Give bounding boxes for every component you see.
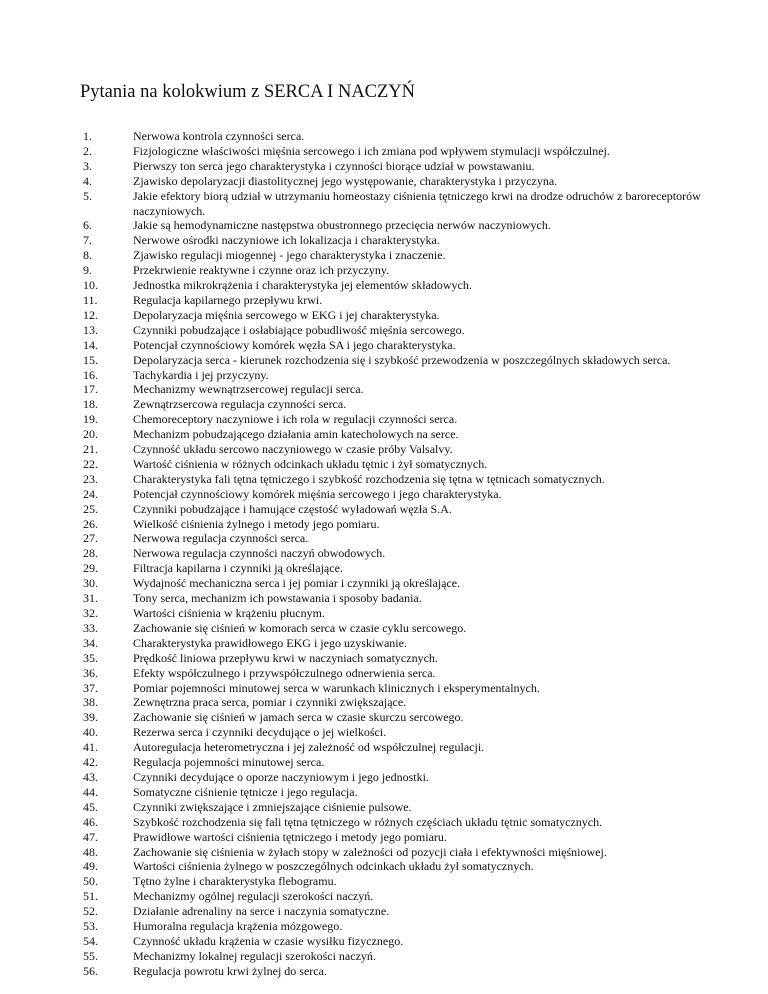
question-item [83, 770, 723, 785]
question-item [83, 129, 723, 144]
question-item [83, 338, 723, 353]
question-item [83, 695, 723, 710]
question-text: Autoregulacja heterometryczna i jej zależność od współczulnej regulacji. [133, 740, 485, 755]
question-item [83, 845, 723, 860]
question-item [83, 561, 723, 576]
question-text: Nerwowa kontrola czynności serca. [133, 129, 305, 143]
question-text: Wydajność mechaniczna serca i jej pomiar i czynniki ją określające. [133, 576, 461, 591]
question-item [83, 293, 723, 308]
question-number: 30. [83, 576, 98, 591]
question-text: Rezerwa serca i czynniki decydujące o jej wielkości. [133, 725, 387, 740]
question-number: 4. [83, 173, 92, 188]
question-text: Czynniki zwiększające i zmniejszające ciśnienie pulsowe. [133, 799, 412, 814]
question-text: Efekty współczulnego i przywspółczulnego odnerwienia serca. [133, 665, 436, 680]
question-text: Zjawisko depolaryzacji diastolitycznej jego występowanie, charakterystyka i przyczyna. [133, 173, 558, 188]
question-text: Zachowanie się ciśnień w komorach serca w czasie cyklu sercowego. [133, 620, 467, 635]
question-text: Wartości ciśnienia żylnego w poszczególnych odcinkach układu żył somatycznych. [133, 859, 534, 874]
question-item [83, 606, 723, 621]
question-number: 7. [83, 233, 92, 248]
question-number: 42. [83, 755, 98, 770]
question-item [83, 144, 723, 159]
question-item [83, 546, 723, 561]
question-number: 15. [83, 352, 98, 367]
question-number: 33. [83, 620, 98, 635]
question-item [83, 427, 723, 442]
question-text: Tony serca, mechanizm ich powstawania i sposoby badania. [133, 591, 422, 606]
question-number: 51. [83, 889, 98, 904]
question-item [83, 800, 723, 815]
question-number: 18. [83, 397, 98, 412]
question-number: 46. [83, 814, 98, 829]
question-text: Somatyczne ciśnienie tętnicze i jego regulacja. [133, 784, 358, 799]
question-item [83, 830, 723, 845]
question-text: Czynność układu sercowo naczyniowego w czasie próby Valsalvy. [133, 442, 453, 457]
question-number: 6. [83, 218, 92, 233]
question-item [83, 442, 723, 457]
question-text: Charakterystyka fali tętna tętniczego i szybkość rozchodzenia się tętna w tętnicach somatycznych. [133, 471, 605, 486]
question-number: 55. [83, 948, 98, 963]
question-item [83, 874, 723, 889]
question-item [83, 189, 723, 219]
question-text: Działanie adrenaliny na serce i naczynia somatyczne. [133, 904, 390, 919]
question-item [83, 576, 723, 591]
question-number: 3. [83, 158, 92, 173]
question-number: 10. [83, 278, 98, 293]
question-text: Jakie efektory biorą udział w utrzymaniu homeostazy ciśnienia tętniczego krwi na drodze odruchów z baroreceptorów naczyniowych. [133, 188, 701, 218]
question-number: 48. [83, 844, 98, 859]
question-item [83, 710, 723, 725]
question-number: 23. [83, 471, 98, 486]
question-item [83, 487, 723, 502]
question-text: Wielkość ciśnienia żylnego i metody jego pomiaru. [133, 516, 380, 531]
question-text: Filtracja kapilarna i czynniki ją określające. [133, 561, 343, 576]
question-number: 12. [83, 307, 98, 322]
question-text: Czynniki pobudzające i osłabiające pobudliwość mięśnia sercowego. [133, 322, 465, 337]
question-number: 17. [83, 382, 98, 397]
question-item [83, 919, 723, 934]
question-text: Charakterystyka prawidłowego EKG i jego uzyskiwanie. [133, 635, 407, 650]
question-number: 29. [83, 561, 98, 576]
question-item [83, 233, 723, 248]
question-number: 26. [83, 516, 98, 531]
question-text: Zewnętrzna praca serca, pomiar i czynniki zwiększające. [133, 695, 407, 710]
question-text: Jakie są hemodynamiczne następstwa obustronnego przecięcia nerwów naczyniowych. [133, 218, 551, 233]
question-number: 34. [83, 635, 98, 650]
question-item [83, 949, 723, 964]
question-item [83, 502, 723, 517]
question-item [83, 904, 723, 919]
question-text: Prędkość liniowa przepływu krwi w naczyniach somatycznych. [133, 650, 438, 665]
question-text: Prawidłowe wartości ciśnienia tętniczego i metody jego pomiaru. [133, 829, 447, 844]
question-number: 13. [83, 322, 98, 337]
question-text: Mechanizm pobudzającego działania amin katecholowych na serce. [133, 427, 459, 442]
question-item [83, 755, 723, 770]
question-number: 8. [83, 248, 92, 263]
question-item [83, 964, 723, 979]
question-number: 27. [83, 531, 98, 546]
question-item [83, 323, 723, 338]
question-number: 41. [83, 740, 98, 755]
question-text: Nerwowe ośrodki naczyniowe ich lokalizacja i charakterystyka. [133, 233, 440, 248]
question-item [83, 725, 723, 740]
question-text: Zachowanie się ciśnień w jamach serca w czasie skurczu sercowego. [133, 710, 464, 725]
question-text: Fizjologiczne właściwości mięśnia sercowego i ich zmiana pod wpływem stymulacji współczulnej. [133, 143, 610, 158]
question-number: 39. [83, 710, 98, 725]
question-number: 35. [83, 650, 98, 665]
question-item [83, 263, 723, 278]
question-number: 16. [83, 367, 98, 382]
question-item [83, 353, 723, 368]
question-number: 32. [83, 606, 98, 620]
question-text: Wartość ciśnienia w różnych odcinkach układu tętnic i żył somatycznych. [133, 456, 488, 471]
question-item [83, 621, 723, 636]
document-title: Pytania na kolokwium z SERCA I NACZYŃ [80, 82, 416, 102]
question-number: 50. [83, 874, 98, 889]
question-number: 11. [83, 292, 98, 307]
question-number: 53. [83, 919, 98, 934]
question-item [83, 412, 723, 427]
question-text: Regulacja kapilarnego przepływu krwi. [133, 292, 323, 307]
question-number: 31. [83, 591, 98, 606]
question-number: 21. [83, 442, 98, 457]
question-item [83, 889, 723, 904]
question-number: 40. [83, 725, 98, 740]
question-number: 43. [83, 769, 98, 784]
question-item [83, 859, 723, 874]
question-text: Pierwszy ton serca jego charakterystyka i czynności biorące udział w powstawaniu. [133, 158, 535, 173]
question-text: Nerwowa regulacja czynności serca. [133, 531, 309, 546]
question-number: 5. [83, 188, 92, 203]
question-text: Zjawisko regulacji miogennej - jego charakterystyka i znaczenie. [133, 248, 446, 263]
question-item [83, 591, 723, 606]
question-text: Zewnątrzsercowa regulacja czynności serca. [133, 397, 347, 412]
question-number: 24. [83, 486, 98, 501]
question-number: 36. [83, 665, 98, 680]
question-text: Chemoreceptory naczyniowe i ich rola w regulacji czynności serca. [133, 412, 458, 427]
question-item [83, 785, 723, 800]
question-text: Czynniki pobudzające i hamujące częstość wyładowań węzła S.A. [133, 501, 452, 516]
question-number: 47. [83, 829, 98, 844]
question-text: Tętno żylne i charakterystyka flebogramu. [133, 874, 337, 889]
question-number: 25. [83, 501, 98, 516]
question-item [83, 740, 723, 755]
question-item [83, 681, 723, 696]
question-number: 14. [83, 337, 98, 352]
question-text: Tachykardia i jej przyczyny. [133, 367, 269, 382]
question-text: Czynniki decydujące o oporze naczyniowym i jego jednostki. [133, 769, 429, 784]
question-text: Nerwowa regulacja czynności naczyń obwodowych. [133, 546, 386, 561]
question-number: 52. [83, 904, 98, 919]
question-text: Pomiar pojemności minutowej serca w warunkach klinicznych i eksperymentalnych. [133, 680, 540, 695]
question-text: Regulacja powrotu krwi żylnej do serca. [133, 963, 327, 978]
question-number: 28. [83, 546, 98, 561]
question-item [83, 218, 723, 233]
question-number: 54. [83, 933, 98, 948]
question-text: Regulacja pojemności minutowej serca. [133, 755, 325, 770]
question-number: 38. [83, 695, 98, 710]
question-item [83, 934, 723, 949]
question-item [83, 531, 723, 546]
question-number: 44. [83, 784, 98, 799]
question-number: 1. [83, 129, 92, 143]
question-text: Zachowanie się ciśnienia w żyłach stopy w zależności od pozycji ciała i efektywności mięśniowej. [133, 844, 607, 859]
question-item [83, 517, 723, 532]
question-text: Przekrwienie reaktywne i czynne oraz ich przyczyny. [133, 263, 390, 278]
question-number: 20. [83, 427, 98, 442]
question-text: Mechanizmy ogólnej regulacji szerokości naczyń. [133, 889, 374, 904]
question-item [83, 651, 723, 666]
question-item [83, 666, 723, 681]
question-text: Humoralna regulacja krążenia mózgowego. [133, 919, 343, 934]
question-list [83, 129, 723, 979]
question-number: 19. [83, 412, 98, 427]
question-text: Szybkość rozchodzenia się fali tętna tętniczego w różnych częściach układu tętnic somatycznych. [133, 814, 603, 829]
question-text: Czynność układu krążenia w czasie wysiłku fizycznego. [133, 933, 404, 948]
question-item [83, 397, 723, 412]
question-number: 22. [83, 456, 98, 471]
question-text: Jednostka mikrokrążenia i charakterystyka jej elementów składowych. [133, 278, 472, 293]
question-number: 9. [83, 263, 92, 278]
question-item [83, 174, 723, 189]
question-text: Potencjał czynnościowy komórek węzła SA i jego charakterystyka. [133, 337, 456, 352]
question-number: 56. [83, 963, 98, 978]
question-item [83, 159, 723, 174]
question-item [83, 248, 723, 263]
question-text: Depolaryzacja serca - kierunek rozchodzenia się i szybkość przewodzenia w poszczególnych składowych serca. [133, 352, 671, 367]
question-item [83, 368, 723, 383]
question-item [83, 636, 723, 651]
question-text: Wartości ciśnienia w krążeniu płucnym. [133, 606, 325, 620]
question-number: 2. [83, 143, 92, 158]
question-text: Potencjał czynnościowy komórek mięśnia sercowego i jego charakterystyka. [133, 486, 502, 501]
question-number: 49. [83, 859, 98, 874]
question-item [83, 457, 723, 472]
question-item [83, 278, 723, 293]
question-number: 37. [83, 680, 98, 695]
question-text: Mechanizmy wewnątrzsercowej regulacji serca. [133, 382, 364, 397]
question-item [83, 815, 723, 830]
question-item [83, 382, 723, 397]
question-text: Depolaryzacja mięśnia sercowego w EKG i jej charakterystyka. [133, 307, 440, 322]
question-number: 45. [83, 799, 98, 814]
question-text: Mechanizmy lokalnej regulacji szerokości naczyń. [133, 948, 376, 963]
question-item [83, 308, 723, 323]
question-item [83, 472, 723, 487]
